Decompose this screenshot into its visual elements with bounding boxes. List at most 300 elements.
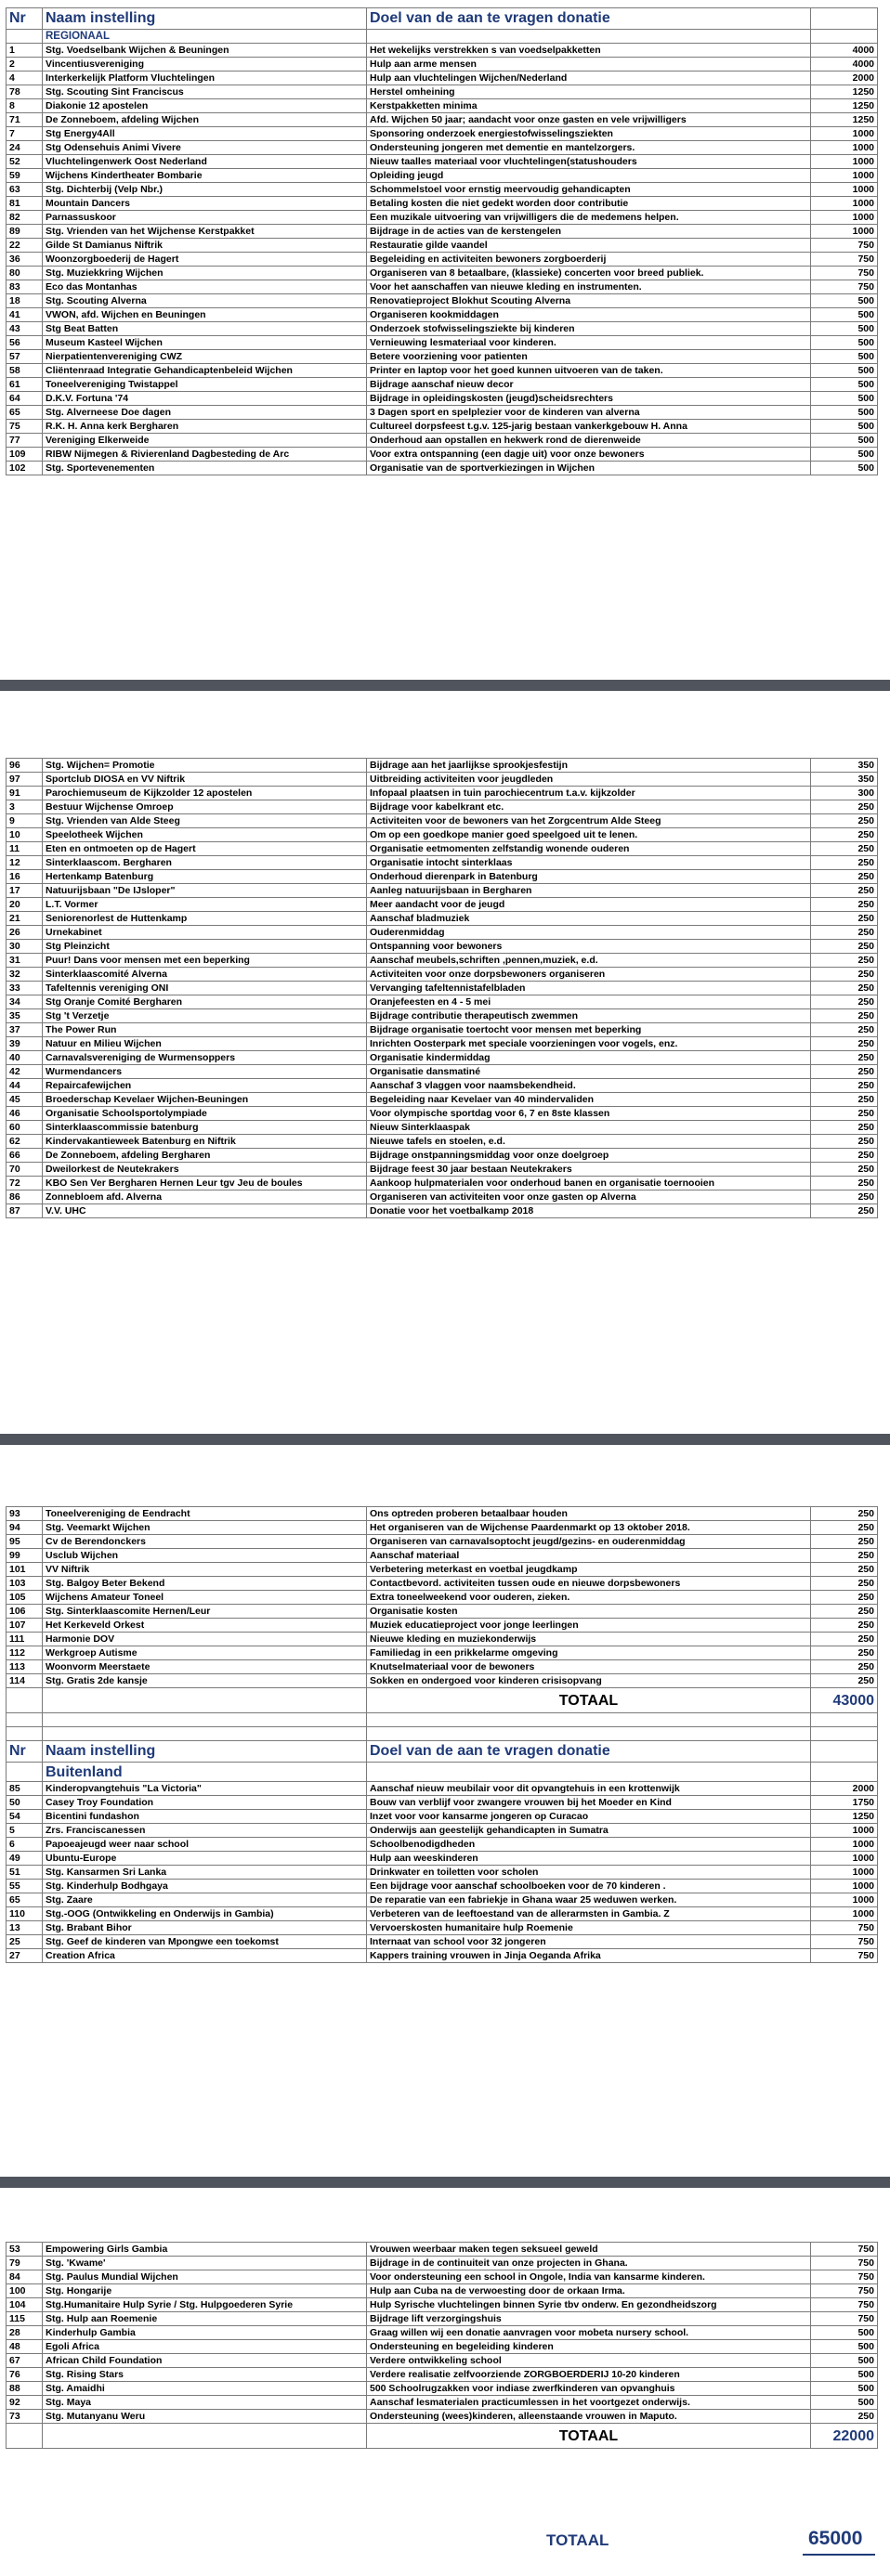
total-label: TOTAAL [367, 2424, 811, 2449]
table-row [7, 1093, 878, 1107]
row-nr: 70 [7, 1163, 43, 1177]
table-row [7, 72, 878, 85]
table-row [7, 1204, 878, 1218]
table-row [7, 392, 878, 406]
row-doel: Bijdrage lift verzorgingshuis [367, 2312, 811, 2326]
row-doel: Onderzoek stofwisselingsziekte bij kinderen [367, 322, 811, 336]
row-bedrag: 500 [811, 336, 878, 350]
row-doel: Bijdrage in opleidingskosten (jeugd)scheidsrechters [367, 392, 811, 406]
page-separator [0, 2177, 890, 2188]
row-doel: Bijdrage onstpanningsmiddag voor onze doelgroep [367, 1149, 811, 1163]
row-instelling: Gilde St Damianus Niftrik [43, 239, 367, 253]
row-nr: 97 [7, 773, 43, 787]
table-row [7, 1949, 878, 1963]
table-row [7, 842, 878, 856]
row-nr: 55 [7, 1880, 43, 1893]
row-bedrag: 500 [811, 420, 878, 434]
table-row [7, 940, 878, 954]
row-nr: 94 [7, 1521, 43, 1535]
row-instelling: Urnekabinet [43, 926, 367, 940]
table-header-row [7, 8, 878, 30]
page-separator [0, 680, 890, 691]
row-nr: 80 [7, 267, 43, 280]
row-nr: 4 [7, 72, 43, 85]
row-bedrag: 1000 [811, 155, 878, 169]
row-nr: 45 [7, 1093, 43, 1107]
row-bedrag: 500 [811, 2382, 878, 2396]
row-nr: 111 [7, 1633, 43, 1646]
row-bedrag: 500 [811, 2354, 878, 2368]
total-label: TOTAAL [367, 1688, 811, 1713]
row-doel: Verdere ontwikkeling school [367, 2354, 811, 2368]
row-instelling: Stg. Sportevenementen [43, 462, 367, 475]
table-row [7, 1521, 878, 1535]
row-bedrag: 250 [811, 982, 878, 995]
row-nr: 43 [7, 322, 43, 336]
row-nr: 42 [7, 1065, 43, 1079]
row-bedrag: 250 [811, 1646, 878, 1660]
row-instelling: KBO Sen Ver Bergharen Hernen Leur tgv Jeu de boules [43, 1177, 367, 1190]
row-doel: 3 Dagen sport en spelplezier voor de kinderen van alverna [367, 406, 811, 420]
table-row [7, 2326, 878, 2340]
table-row [7, 322, 878, 336]
row-doel: Inrichten Oosterpark met speciale voorzieningen voor vogels, enz. [367, 1037, 811, 1051]
row-bedrag: 250 [811, 926, 878, 940]
row-nr: 10 [7, 828, 43, 842]
row-bedrag: 500 [811, 2340, 878, 2354]
row-bedrag: 1000 [811, 1838, 878, 1852]
row-doel: Organisatie dansmatiné [367, 1065, 811, 1079]
row-instelling: Egoli Africa [43, 2340, 367, 2354]
row-instelling: L.T. Vormer [43, 898, 367, 912]
row-doel: Donatie voor het voetbalkamp 2018 [367, 1204, 811, 1218]
grand-total-label: TOTAAL [546, 2531, 609, 2549]
row-nr: 32 [7, 968, 43, 982]
row-instelling: Stg. Wijchen= Promotie [43, 759, 367, 773]
row-doel: Bijdrage in de acties van de kerstengelen [367, 225, 811, 239]
row-doel: Meer aandacht voor de jeugd [367, 898, 811, 912]
row-instelling: Wijchens Amateur Toneel [43, 1591, 367, 1605]
row-doel: Schoolbenodigdheden [367, 1838, 811, 1852]
row-instelling: Stg. Hulp aan Roemenie [43, 2312, 367, 2326]
row-nr: 7 [7, 127, 43, 141]
table-row [7, 350, 878, 364]
row-bedrag: 250 [811, 1204, 878, 1218]
row-doel: Bijdrage contributie therapeutisch zwemmen [367, 1009, 811, 1023]
row-instelling: Stg. Kansarmen Sri Lanka [43, 1866, 367, 1880]
row-instelling: Eco das Montanhas [43, 280, 367, 294]
row-instelling: Stg. Geef de kinderen van Mpongwe een toekomst [43, 1935, 367, 1949]
table-row [7, 2354, 878, 2368]
row-instelling: Harmonie DOV [43, 1633, 367, 1646]
row-nr: 82 [7, 211, 43, 225]
row-bedrag: 750 [811, 2312, 878, 2326]
row-bedrag: 500 [811, 308, 878, 322]
row-instelling: Vluchtelingenwerk Oost Nederland [43, 155, 367, 169]
row-instelling: Stg. Brabant Bihor [43, 1921, 367, 1935]
row-nr: 44 [7, 1079, 43, 1093]
row-nr: 71 [7, 113, 43, 127]
row-instelling: Stg. Maya [43, 2396, 367, 2410]
total-row-regional [7, 1688, 878, 1713]
row-bedrag: 300 [811, 787, 878, 800]
table-row [7, 870, 878, 884]
row-instelling: Cv de Berendonckers [43, 1535, 367, 1549]
row-bedrag: 250 [811, 1605, 878, 1619]
row-instelling: Stg. 'Kwame' [43, 2257, 367, 2270]
row-nr: 109 [7, 448, 43, 462]
row-nr: 16 [7, 870, 43, 884]
table-row [7, 2270, 878, 2284]
row-nr: 11 [7, 842, 43, 856]
row-nr: 46 [7, 1107, 43, 1121]
table-row [7, 44, 878, 58]
page-separator [0, 1434, 890, 1445]
row-instelling: Sinterklaascommissie batenburg [43, 1121, 367, 1135]
row-instelling: Sportclub DIOSA en VV Niftrik [43, 773, 367, 787]
row-nr: 1 [7, 44, 43, 58]
donation-table-regional-2 [6, 758, 878, 1218]
row-instelling: Kinderopvangtehuis "La Victoria" [43, 1782, 367, 1796]
row-bedrag: 750 [811, 2270, 878, 2284]
row-doel: Drinkwater en toiletten voor scholen [367, 1866, 811, 1880]
row-doel: Ondersteuning jongeren met dementie en mantelzorgers. [367, 141, 811, 155]
row-bedrag: 250 [811, 1507, 878, 1521]
row-bedrag: 500 [811, 406, 878, 420]
row-nr: 72 [7, 1177, 43, 1190]
table-row [7, 800, 878, 814]
row-bedrag: 2000 [811, 1782, 878, 1796]
row-bedrag: 250 [811, 856, 878, 870]
row-nr: 36 [7, 253, 43, 267]
row-nr: 101 [7, 1563, 43, 1577]
row-instelling: Stg. Gratis 2de kansje [43, 1674, 367, 1688]
row-instelling: Cliëntenraad Integratie Gehandicaptenbeleid Wijchen [43, 364, 367, 378]
row-bedrag: 750 [811, 239, 878, 253]
row-doel: Knutselmateriaal voor de bewoners [367, 1660, 811, 1674]
table-row [7, 1852, 878, 1866]
row-nr: 93 [7, 1507, 43, 1521]
row-nr: 84 [7, 2270, 43, 2284]
table-row [7, 995, 878, 1009]
row-nr: 79 [7, 2257, 43, 2270]
table-row [7, 448, 878, 462]
row-bedrag: 1000 [811, 1880, 878, 1893]
row-bedrag: 500 [811, 378, 878, 392]
row-nr: 114 [7, 1674, 43, 1688]
row-instelling: Stg. Rising Stars [43, 2368, 367, 2382]
table-row [7, 169, 878, 183]
row-instelling: Sinterklaascomité Alverna [43, 968, 367, 982]
row-bedrag: 250 [811, 1107, 878, 1121]
row-bedrag: 250 [811, 1093, 878, 1107]
row-bedrag: 4000 [811, 58, 878, 72]
row-instelling: Stg.-OOG (Ontwikkeling en Onderwijs in Gambia) [43, 1907, 367, 1921]
row-nr: 9 [7, 814, 43, 828]
row-doel: Vervanging tafeltennistafelbladen [367, 982, 811, 995]
row-bedrag: 250 [811, 995, 878, 1009]
row-nr: 104 [7, 2298, 43, 2312]
table-row [7, 2340, 878, 2354]
row-bedrag: 250 [811, 1163, 878, 1177]
row-nr: 83 [7, 280, 43, 294]
row-instelling: Interkerkelijk Platform Vluchtelingen [43, 72, 367, 85]
row-instelling: Mountain Dancers [43, 197, 367, 211]
table-row [7, 1149, 878, 1163]
row-bedrag: 750 [811, 253, 878, 267]
row-bedrag: 250 [811, 1563, 878, 1577]
row-nr: 64 [7, 392, 43, 406]
row-nr: 100 [7, 2284, 43, 2298]
row-instelling: RIBW Nijmegen & Rivierenland Dagbesteding de Arc [43, 448, 367, 462]
row-doel: Internaat van school voor 32 jongeren [367, 1935, 811, 1949]
table-row [7, 773, 878, 787]
header-doel: Doel van de aan te vragen donatie [367, 8, 811, 30]
row-doel: Cultureel dorpsfeest t.g.v. 125-jarig bestaan vankerkgebouw H. Anna [367, 420, 811, 434]
row-doel: Bouw van verblijf voor zwangere vrouwen bij het Moeder en Kind [367, 1796, 811, 1810]
table-row [7, 141, 878, 155]
table-row [7, 2312, 878, 2326]
row-doel: Familiedag in een prikkelarme omgeving [367, 1646, 811, 1660]
row-doel: Aanschaf materiaal [367, 1549, 811, 1563]
row-nr: 115 [7, 2312, 43, 2326]
table-row [7, 434, 878, 448]
row-doel: Kerstpakketten minima [367, 99, 811, 113]
row-nr: 78 [7, 85, 43, 99]
row-doel: Voor ondersteuning een school in Ongole, India van kansarme kinderen. [367, 2270, 811, 2284]
header-naam: Naam instelling [43, 1741, 367, 1763]
row-nr: 102 [7, 462, 43, 475]
row-nr: 110 [7, 1907, 43, 1921]
row-instelling: Casey Troy Foundation [43, 1796, 367, 1810]
row-instelling: De Zonneboem, afdeling Bergharen [43, 1149, 367, 1163]
row-doel: Onderwijs aan geestelijk gehandicapten in Sumatra [367, 1824, 811, 1838]
row-doel: Voor extra ontspanning (een dagje uit) voor onze bewoners [367, 448, 811, 462]
row-doel: Schommelstoel voor ernstig meervoudig gehandicapten [367, 183, 811, 197]
row-doel: Bijdrage aan het jaarlijkse sprookjesfestijn [367, 759, 811, 773]
header-amount [811, 8, 878, 30]
donation-table-regional-1 [6, 7, 878, 475]
row-nr: 66 [7, 1149, 43, 1163]
row-doel: Hulp aan Cuba na de verwoesting door de orkaan Irma. [367, 2284, 811, 2298]
row-nr: 92 [7, 2396, 43, 2410]
row-instelling: Stg. Scouting Alverna [43, 294, 367, 308]
row-nr: 2 [7, 58, 43, 72]
row-nr: 12 [7, 856, 43, 870]
row-bedrag: 250 [811, 1037, 878, 1051]
row-bedrag: 750 [811, 1921, 878, 1935]
row-nr: 22 [7, 239, 43, 253]
table-row [7, 1880, 878, 1893]
row-nr: 31 [7, 954, 43, 968]
row-doel: Het wekelijks verstrekken s van voedselpakketten [367, 44, 811, 58]
total-buitenland-value: 22000 [811, 2424, 878, 2449]
table-row [7, 1633, 878, 1646]
row-nr: 85 [7, 1782, 43, 1796]
row-instelling: Tafeltennis vereniging ONI [43, 982, 367, 995]
row-bedrag: 1250 [811, 99, 878, 113]
table-row [7, 336, 878, 350]
table-row [7, 211, 878, 225]
row-instelling: Wurmendancers [43, 1065, 367, 1079]
table-row [7, 2382, 878, 2396]
row-doel: Ons optreden proberen betaalbaar houden [367, 1507, 811, 1521]
row-instelling: Puur! Dans voor mensen met een beperking [43, 954, 367, 968]
table-row [7, 787, 878, 800]
table-row [7, 1782, 878, 1796]
row-nr: 57 [7, 350, 43, 364]
row-bedrag: 350 [811, 773, 878, 787]
row-bedrag: 1000 [811, 225, 878, 239]
row-instelling: Diakonie 12 apostelen [43, 99, 367, 113]
row-doel: Hulp Syrische vluchtelingen binnen Syrie tbv onderw. En gezondheidszorg [367, 2298, 811, 2312]
table-row [7, 1190, 878, 1204]
grand-total [0, 2524, 890, 2561]
row-bedrag: 500 [811, 364, 878, 378]
table-row [7, 1660, 878, 1674]
row-nr: 35 [7, 1009, 43, 1023]
table-row [7, 1796, 878, 1810]
row-bedrag: 250 [811, 1591, 878, 1605]
row-bedrag: 1000 [811, 169, 878, 183]
row-nr: 91 [7, 787, 43, 800]
table-row [7, 884, 878, 898]
row-bedrag: 250 [811, 968, 878, 982]
row-bedrag: 250 [811, 1051, 878, 1065]
table-row [7, 99, 878, 113]
row-instelling: Seniorenorlest de Huttenkamp [43, 912, 367, 926]
table-row [7, 1605, 878, 1619]
row-nr: 18 [7, 294, 43, 308]
row-doel: Activiteiten voor onze dorpsbewoners organiseren [367, 968, 811, 982]
row-instelling: Zonnebloem afd. Alverna [43, 1190, 367, 1204]
row-doel: Vernieuwing lesmateriaal voor kinderen. [367, 336, 811, 350]
row-instelling: Stg. Hongarije [43, 2284, 367, 2298]
row-nr: 21 [7, 912, 43, 926]
row-doel: Nieuwe tafels en stoelen, e.d. [367, 1135, 811, 1149]
row-nr: 53 [7, 2243, 43, 2257]
table-row [7, 127, 878, 141]
row-bedrag: 250 [811, 940, 878, 954]
row-instelling: Stg. Vrienden van het Wijchense Kerstpakket [43, 225, 367, 239]
table-row [7, 85, 878, 99]
table-row [7, 2410, 878, 2424]
row-instelling: D.K.V. Fortuna '74 [43, 392, 367, 406]
row-nr: 113 [7, 1660, 43, 1674]
table-row [7, 1051, 878, 1065]
row-bedrag: 250 [811, 2410, 878, 2424]
table-row [7, 364, 878, 378]
row-instelling: Zrs. Franciscanessen [43, 1824, 367, 1838]
row-nr: 65 [7, 406, 43, 420]
regional-label: REGIONAAL [43, 30, 367, 44]
row-doel: Organisatie eetmomenten zelfstandig wonende ouderen [367, 842, 811, 856]
table-row [7, 1037, 878, 1051]
total-row-buitenland [7, 2424, 878, 2449]
row-nr: 75 [7, 420, 43, 434]
row-doel: Bijdrage organisatie toertocht voor mensen met beperking [367, 1023, 811, 1037]
row-doel: Restauratie gilde vaandel [367, 239, 811, 253]
table-row [7, 2257, 878, 2270]
table-row [7, 1866, 878, 1880]
table-row [7, 1023, 878, 1037]
total-regional-value: 43000 [811, 1688, 878, 1713]
row-doel: Ontspanning voor bewoners [367, 940, 811, 954]
table-row [7, 308, 878, 322]
row-bedrag: 750 [811, 267, 878, 280]
table-row [7, 1674, 878, 1688]
row-instelling: R.K. H. Anna kerk Bergharen [43, 420, 367, 434]
row-doel: Sponsoring onderzoek energiestofwisselingsziekten [367, 127, 811, 141]
row-doel: Hulp aan arme mensen [367, 58, 811, 72]
row-doel: Herstel omheining [367, 85, 811, 99]
table-row [7, 898, 878, 912]
row-nr: 73 [7, 2410, 43, 2424]
row-nr: 77 [7, 434, 43, 448]
table-row [7, 2396, 878, 2410]
row-bedrag: 2000 [811, 72, 878, 85]
row-bedrag: 250 [811, 1535, 878, 1549]
row-bedrag: 1000 [811, 1907, 878, 1921]
row-doel: Nieuwe kleding en muziekonderwijs [367, 1633, 811, 1646]
row-instelling: Eten en ontmoeten op de Hagert [43, 842, 367, 856]
row-instelling: Stg Odensehuis Animi Vivere [43, 141, 367, 155]
row-doel: Printer en laptop voor het goed kunnen uitvoeren van de taken. [367, 364, 811, 378]
row-bedrag: 1250 [811, 113, 878, 127]
table-row [7, 155, 878, 169]
row-instelling: Organisatie Schoolsportolympiade [43, 1107, 367, 1121]
row-bedrag: 250 [811, 1065, 878, 1079]
row-doel: Aanschaf meubels,schriften ,pennen,muziek, e.d. [367, 954, 811, 968]
row-instelling: Hertenkamp Batenburg [43, 870, 367, 884]
row-bedrag: 1000 [811, 141, 878, 155]
row-instelling: Parochiemuseum de Kijkzolder 12 apostelen [43, 787, 367, 800]
row-nr: 95 [7, 1535, 43, 1549]
row-instelling: Vereniging Elkerweide [43, 434, 367, 448]
row-nr: 50 [7, 1796, 43, 1810]
row-nr: 20 [7, 898, 43, 912]
row-nr: 59 [7, 169, 43, 183]
grand-total-underline [803, 2554, 875, 2556]
row-nr: 67 [7, 2354, 43, 2368]
row-bedrag: 1000 [811, 1852, 878, 1866]
row-nr: 48 [7, 2340, 43, 2354]
row-bedrag: 350 [811, 759, 878, 773]
row-doel: Opleiding jeugd [367, 169, 811, 183]
row-doel: Aanschaf 3 vlaggen voor naamsbekendheid. [367, 1079, 811, 1093]
row-nr: 56 [7, 336, 43, 350]
row-instelling: Natuur en Milieu Wijchen [43, 1037, 367, 1051]
row-doel: Bijdrage in de continuiteit van onze projecten in Ghana. [367, 2257, 811, 2270]
row-doel: Verdere realisatie zelfvoorziende ZORGBOERDERIJ 10-20 kinderen [367, 2368, 811, 2382]
row-doel: Vrouwen weerbaar maken tegen seksueel geweld [367, 2243, 811, 2257]
row-bedrag: 500 [811, 392, 878, 406]
donation-table-buitenland-2 [6, 2242, 878, 2449]
row-nr: 106 [7, 1605, 43, 1619]
row-bedrag: 750 [811, 2257, 878, 2270]
row-bedrag: 250 [811, 912, 878, 926]
row-doel: Hulp aan weeskinderen [367, 1852, 811, 1866]
row-instelling: Nierpatientenvereniging CWZ [43, 350, 367, 364]
row-nr: 49 [7, 1852, 43, 1866]
table-row [7, 2284, 878, 2298]
table-row [7, 1135, 878, 1149]
row-instelling: Broederschap Kevelaer Wijchen-Beuningen [43, 1093, 367, 1107]
row-doel: Ouderenmiddag [367, 926, 811, 940]
row-doel: Renovatieproject Blokhut Scouting Alverna [367, 294, 811, 308]
row-instelling: VV Niftrik [43, 1563, 367, 1577]
row-nr: 52 [7, 155, 43, 169]
